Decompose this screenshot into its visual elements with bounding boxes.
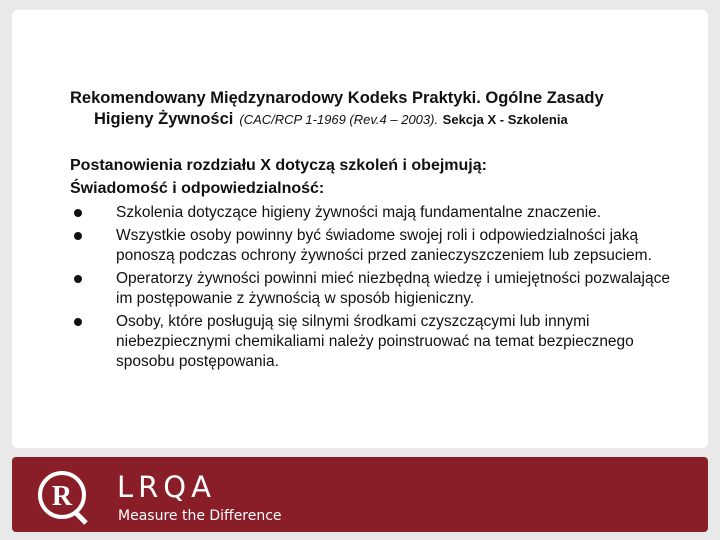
- list-item: [70, 226, 690, 266]
- bullet-icon: [74, 232, 82, 240]
- slide-title: [70, 88, 690, 130]
- title-section: Sekcja X - Szkolenia: [442, 112, 568, 127]
- list-item: [70, 312, 690, 372]
- list-item: [70, 269, 690, 309]
- brand-name: LRQA: [117, 470, 216, 504]
- bullet-icon: [74, 275, 82, 283]
- bullet-list: [70, 203, 690, 372]
- lrqa-logo-icon: [32, 465, 92, 525]
- title-line-2-main: Higieny Żywności: [94, 110, 234, 128]
- bullet-text: Wszystkie osoby powinny być świadome swojej roli i odpowiedzialności jaką ponoszą podczas ochrony żywności przed zanieczyszczeniem lub zepsuciem.: [116, 227, 652, 264]
- title-line-2: [70, 109, 690, 130]
- bullet-text: Szkolenia dotyczące higieny żywności mają fundamentalne znaczenie.: [116, 204, 602, 221]
- svg-text:R: R: [51, 481, 73, 512]
- title-line-1: Rekomendowany Międzynarodowy Kodeks Praktyki. Ogólne Zasady: [70, 89, 604, 107]
- title-reference: (CAC/RCP 1-1969 (Rev.4 – 2003).: [239, 112, 439, 127]
- subheading: Świadomość i odpowiedzialność:: [70, 180, 325, 197]
- bullet-icon: [74, 318, 82, 326]
- list-item: [70, 203, 690, 223]
- intro-text: Postanowienia rozdziału X dotyczą szkoleń i obejmują:: [70, 157, 487, 174]
- bullet-icon: [74, 209, 82, 217]
- slide-body: [70, 154, 690, 372]
- bullet-text: Osoby, które posługują się silnymi środkami czyszczącymi lub innymi niebezpiecznymi chemikaliami należy poinstruować na temat bezpiecznego sposobu postępowania.: [116, 313, 634, 370]
- tagline: Measure the Difference: [118, 508, 282, 524]
- bullet-text: Operatorzy żywności powinni mieć niezbędną wiedzę i umiejętności pozwalające im postępowanie z żywnością w sposób higieniczny.: [116, 270, 670, 307]
- footer-banner: [12, 457, 708, 532]
